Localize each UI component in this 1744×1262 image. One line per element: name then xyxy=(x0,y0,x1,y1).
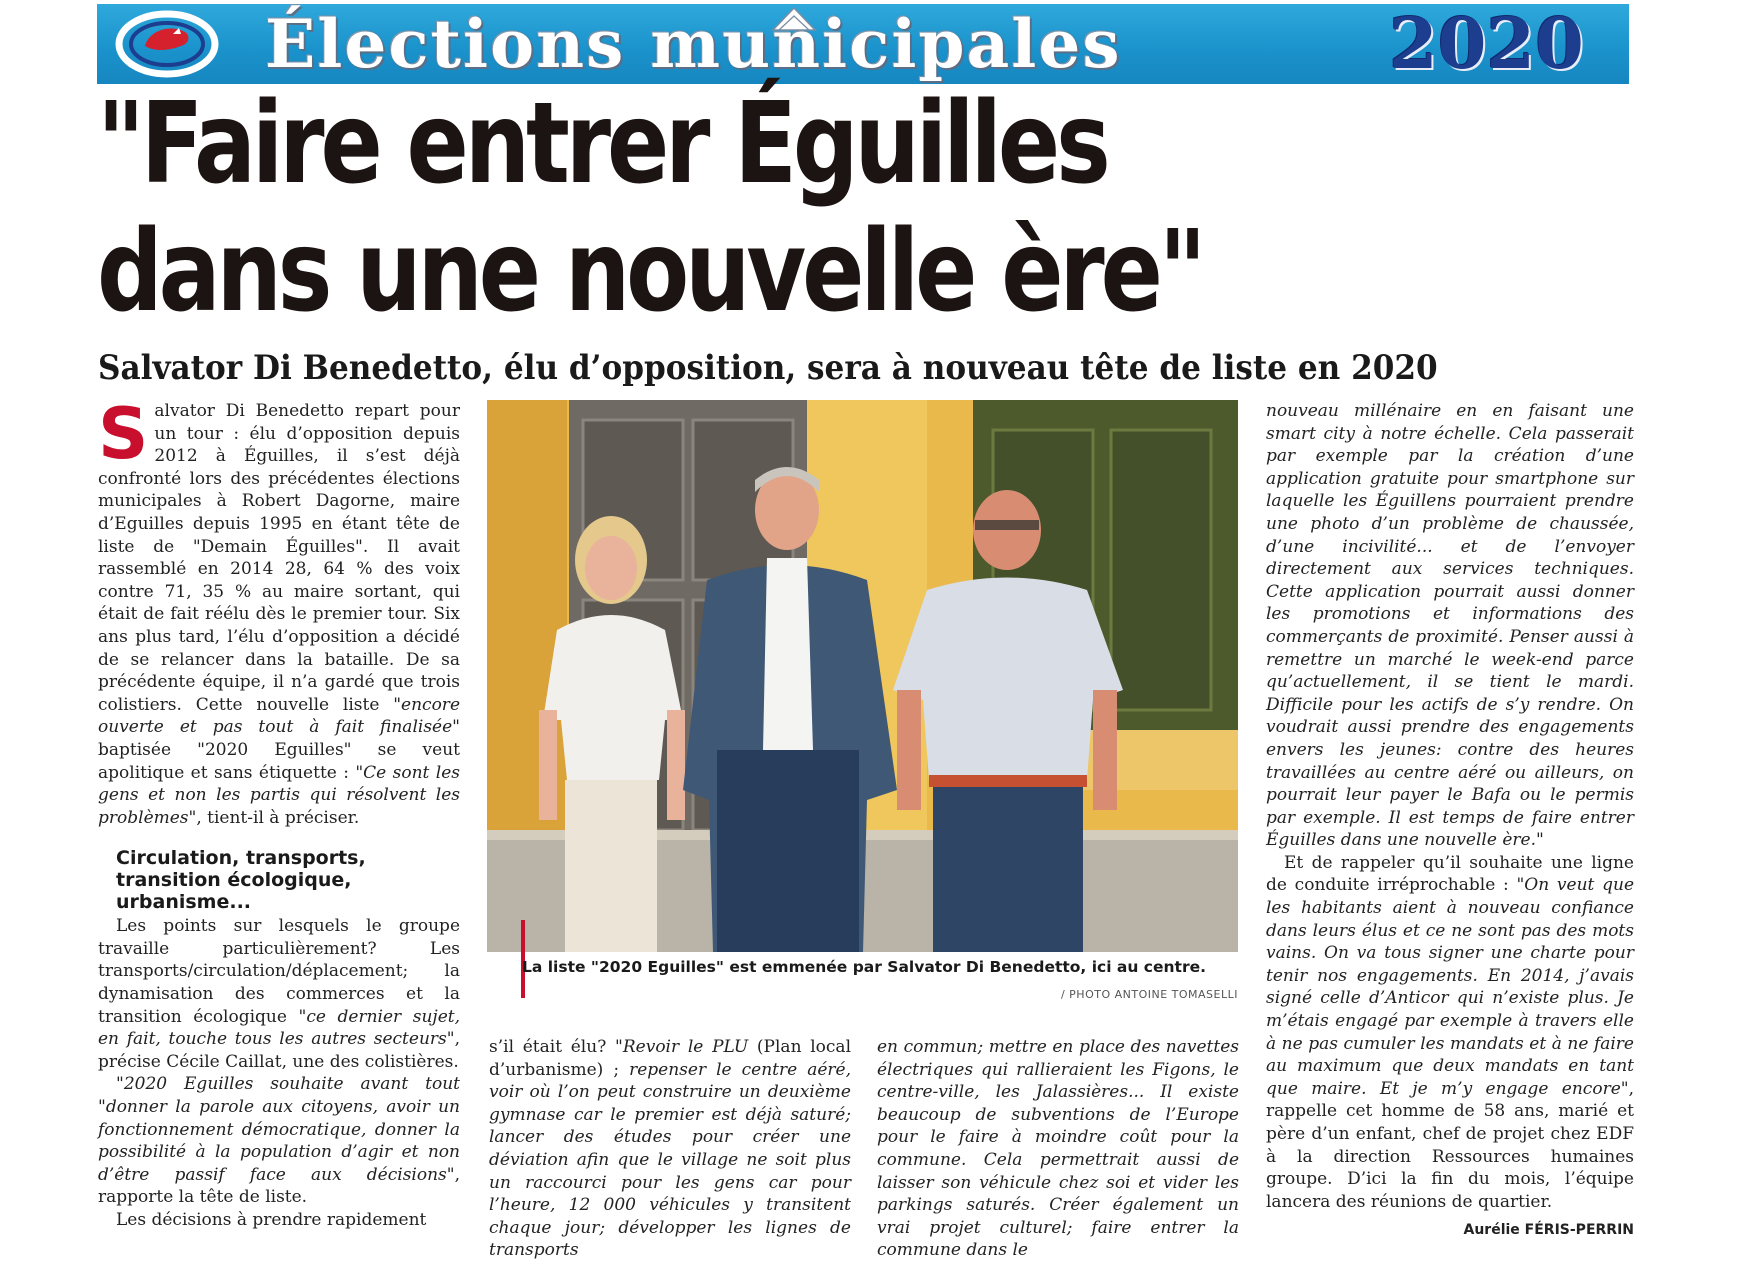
text-run: ", tient-il à préciser. xyxy=(188,807,360,828)
paragraph xyxy=(98,915,460,1073)
text-run: " xyxy=(116,1074,124,1095)
banner-year: 2020 xyxy=(1389,4,1584,84)
headline-line-2: dans une nouvelle ère" xyxy=(97,207,1203,337)
elections-banner xyxy=(97,4,1629,84)
photo-caption: La liste "2020 Eguilles" est emmenée par Salvator Di Benedetto, ici au centre. xyxy=(522,958,1206,976)
text-run: " baptisée "2020 Eguilles" se veut apolitique et sans étiquette : " xyxy=(98,717,460,783)
quote-run: encore ouverte et pas tout à fait finalisée xyxy=(98,694,460,738)
intertitle: Circulation, transports, transition écologique, urbanisme... xyxy=(116,847,366,914)
quote-run: 2020 Eguilles souhaite avant tout "donner la parole aux citoyens, avoir un fonctionnement démocratique, donner la possibilité à la population d’agir et non d’être passif face aux décisions xyxy=(98,1074,460,1185)
paragraph xyxy=(1266,852,1634,1214)
headline xyxy=(97,80,1409,336)
banner-title: Élections municipales xyxy=(265,5,1122,83)
quote-run: ce dernier sujet, en fait, touche tous les autres secteurs xyxy=(98,1006,460,1050)
article-column-4 xyxy=(1266,400,1634,1242)
quote-run: On veut que les habitants aient à nouveau confiance dans leurs élus et ce ne sont pas des mots vains. On va tous signer une charte pour tenir nos engagements. En 2014, j’avais signé celle d’Anticor qui n’existe plus. Je m’étais engagé par exemple à travers elle à ne pas cumuler les mandats et à ne faire au maximum que deux mandats en tant que maire. Et je m’y engage encore xyxy=(1266,875,1634,1099)
photo-credit: / PHOTO ANTOINE TOMASELLI xyxy=(1060,988,1238,1001)
text-run: alvator Di Benedetto repart pour un tour : élu d’opposition depuis 2012 à Éguilles, il s’est déjà confronté lors des précédentes élections municipales à Robert Dagorne, maire d’Eguilles depuis 1995 en étant tête de liste de "Demain Éguilles". Il avait rassemblé en 2014 28, 64 % des voix contre 71, 35 % au maire sortant, qui était de fait réélu dès le premier tour. Six ans plus tard, l’élu d’opposition a décidé de se relancer dans la bataille. De sa précédente équipe, il n’a gardé que trois colistiers. Cette nouvelle liste " xyxy=(98,401,460,715)
paragraph: Les décisions à prendre rapidement xyxy=(116,1210,427,1230)
text-run: (Plan local d’urbanisme) ; xyxy=(489,1037,852,1080)
newspaper-logo-icon xyxy=(115,10,219,78)
headline-line-1: "Faire entrer Éguilles xyxy=(97,79,1107,209)
author-signature: Aurélie FÉRIS-PERRIN xyxy=(1463,1222,1634,1239)
paragraph xyxy=(489,1036,851,1262)
quote-run: repenser le centre aéré, voir où l’on peut construire un deuxième gymnase car le premier est déjà saturé; lancer des études pour créer une déviation afin que le village ne soit plus un raccourci pour les gens car pour l’heure, 12 000 véhicules y transitent chaque jour; développer les lignes de transports xyxy=(489,1059,851,1261)
subheadline: Salvator Di Benedetto, élu d’opposition, sera à nouveau tête de liste en 2020 xyxy=(98,348,1438,388)
article-column-1 xyxy=(98,393,460,1232)
quote-run: Ce sont les gens et non les partis qui résolvent les problèmes xyxy=(98,762,460,828)
article-column-3 xyxy=(877,1036,1239,1262)
text-run: Et de rappeler qu’il souhaite une ligne de conduite irréprochable : " xyxy=(1266,852,1634,896)
paragraph xyxy=(98,393,460,829)
text-run: ", rapporte la tête de liste. xyxy=(98,1164,460,1208)
text-run: ", précise Cécile Caillat, une des colistières. xyxy=(98,1029,460,1072)
group-photo-illustration xyxy=(487,400,1238,952)
paragraph: en commun; mettre en place des navettes électriques qui rallieraient les Figons, le centre-ville, les Jalassières... Il existe beaucoup de subventions de l’Europe pour le faire à moindre coût pour la commune. Cela permettrait aussi de laisser son véhicule chez soi et vider les parkings saturés. Créer également un vrai projet culturel; faire entrer la commune dans le xyxy=(877,1037,1239,1261)
dropcap: S xyxy=(98,393,149,475)
text-run: s’il était élu? " xyxy=(489,1037,623,1057)
article-photo xyxy=(487,400,1238,952)
article-column-2 xyxy=(489,1036,851,1262)
text-run: ", rappelle cet homme de 58 ans, marié et père d’un enfant, chef de projet chez EDF à la direction Ressources humaines groupe. D’ici la fin du mois, l’équipe lancera des réunions de quartier. xyxy=(1266,1078,1634,1212)
paragraph xyxy=(98,1073,460,1209)
quote-run: Revoir le PLU xyxy=(622,1037,749,1057)
text-run: Les points sur lesquels le groupe travaille particulièrement? Les transports/circulation/déplacement; la dynamisation des commerces et la transition écologique " xyxy=(98,916,460,1027)
paragraph: nouveau millénaire en en faisant une smart city à notre échelle. Cela passerait par exemple par la création d’une application gratuite pour smartphone sur laquelle les Éguillens pourraient prendre une photo d’un problème de chaussée, d’une incivilité... et de l’envoyer directement aux services techniques. Cette application pourrait aussi donner les promotions et informations des commerçants de proximité. Penser aussi à remettre un marché le week-end parce qu’actuellement, il se tient le mardi. Difficile pour les actifs de s’y rendre. On voudrait aussi prendre des engagements envers les jeunes: contre des heures travaillées au centre aéré ou ailleurs, on pourrait leur payer le Bafa ou le permis par exemple. Il est temps de faire entrer Éguilles dans une nouvelle ère." xyxy=(1266,401,1634,851)
